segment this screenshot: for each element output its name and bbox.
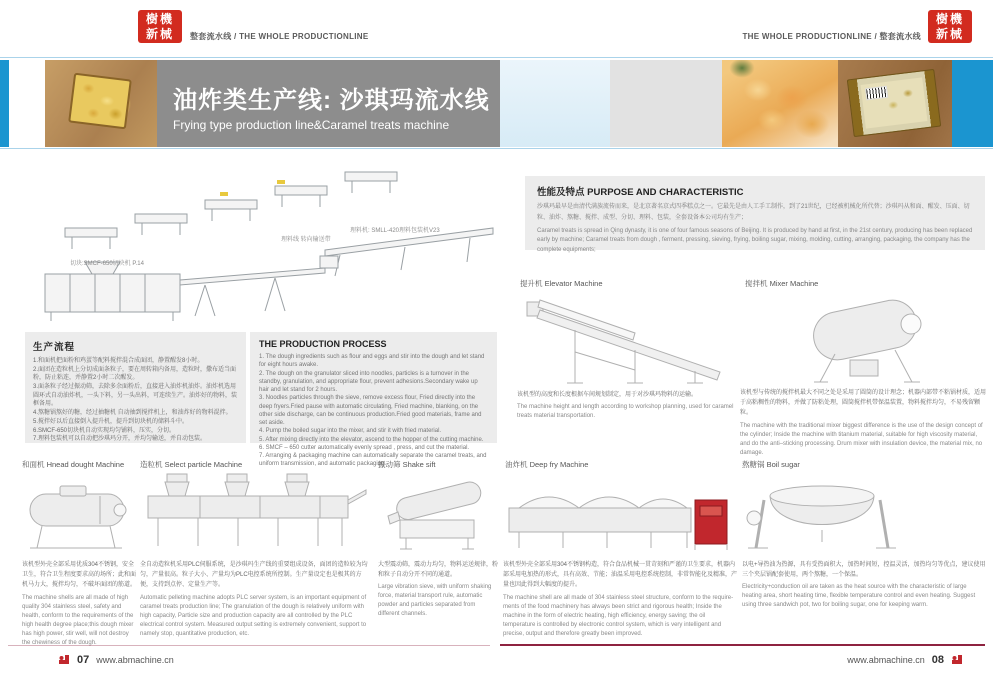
desc-en: The machine shell are all made of 304 stainless steel structure, conform to the require-ments of the food machinery has always been strict and rigorous health; Inside the machine in the form of electric heating, high efficiency, energy saving; the oil temperature is controlled by electronic control system, which is very intelligent and precise, output and therefore greatly been improved. [503, 594, 734, 637]
process-title-zh: 生产流程 [33, 342, 76, 353]
footer-rule-right [500, 644, 985, 646]
process-step: 6.SMCF-650切块机自动实现均匀铺料，压实，分切。 [33, 427, 176, 434]
process-step: 1.和面机把面粉和鸡蛋等配料搅拌混合成面团，静置醒发8小时。 [33, 358, 204, 364]
desc-zh: 全自动造粒机采用PLC伺服系统，是沙琪玛生产线的重要组成设备，面团的造粒较为均匀，产量很高。粒子大小、产量均为PLC电控系统所控制。生产量设定也是极其的方便，支持到点停、定量生产等。 [140, 562, 368, 589]
desc-en: The machine height and length according to workshop planning, used for caramel treats material transportation. [517, 404, 734, 420]
caramel-treat [68, 73, 132, 130]
footer-rule-left [8, 645, 490, 646]
diagram-label-arranging-machine: 理料机: SMLL-420理料包装机V23 [350, 228, 440, 234]
production-line-drawing [25, 150, 500, 330]
machine-desc-elevator [517, 390, 739, 421]
caramel-closeup-photo [722, 60, 838, 147]
process-steps-zh [33, 357, 238, 444]
caramel-treat-photo [45, 60, 157, 147]
machine-desc-mixer [740, 388, 986, 458]
banner-accent-bar [0, 60, 9, 147]
process-box-zh [25, 332, 246, 443]
purpose-body-zh: 沙琪玛最早是由清代满族流传而来，是北京著名京式四季糕点之一。它最先是由人工手工制作，到了21世纪，已经被机械化所代替；沙琪玛从和面、醒发、压面、切粒、油炸、熬糖、搅拌、成型、分切、理料、包装，全套设备本公司均有生产； [537, 204, 970, 221]
process-steps-en [259, 353, 488, 469]
process-step: 7.理料包装机可以自动把沙琪玛分开，并均匀输送，并自动包装。 [33, 436, 207, 443]
machine-label-mixer: 搅拌机 Mixer Machine [745, 279, 819, 288]
desc-zh: 该机型外壳全部采用304不锈钢构造，符合食品机械一贯苛刻和严谨的卫生要求，机器内部采用电加热的形式，具有高效、节能；油温采用电控系统控制，非常智能化及精准，产量也因此得到大幅度的提升。 [503, 562, 738, 589]
machine-label-fryer: 油炸机 Deep fry Machine [505, 460, 589, 469]
machine-label-boiler: 熬糖锅 Boil sugar [742, 460, 800, 469]
granulator-machine-image [140, 472, 368, 554]
process-step: 3.面条粒子经过振动筛，去除多余面粉后，直接进入油炸机油炸。油炸机选用圆环式自动油炸机，一头下料，另一头出料，可连续生产。油炸好的物料，装框备用。 [33, 384, 238, 408]
seal-text: 新械 [145, 26, 174, 41]
banner-pale-block [500, 60, 610, 147]
diagram-label-turn-conveyor: 理料线 转向输送带 [281, 237, 331, 243]
elevator-machine-image [515, 292, 740, 387]
footer-left [58, 654, 174, 666]
purpose-box [525, 176, 985, 253]
page-number: 07 [77, 654, 90, 666]
vibration-sieve-machine-image [378, 472, 496, 554]
purpose-title: 性能及特点 PURPOSE AND CHARACTERISTIC [537, 187, 744, 198]
header-section-label-right: THE WHOLE PRODUCTIONLINE / 整套流水线 [742, 32, 921, 41]
mixer-machine-image [790, 290, 940, 385]
production-line-diagram [25, 150, 500, 330]
header-section-label-left: 整套流水线 / THE WHOLE PRODUCTIONLINE [190, 32, 369, 41]
process-step: 5.搅拌好以后直接倒入提升机，提升到切块机的储料斗中。 [33, 418, 189, 425]
process-step: 3. Noodles particles through the sieve, remove excess flour, Fried directly into the deep fryers.Fried pause with automatic circulating, Fried machine, blanking, on the other side discharge, can be continuous production.Fried good materials, frame and set aside. [259, 395, 482, 427]
process-step: 2.面团在造粒机上分切成面条粒子，要在周转箱内备用，造粒时，撒布适当面粉，防止粘连，并静置2小时二次醒发。 [33, 366, 237, 382]
machine-label-dough-mixer: 和面机 Hnead dought Machine [22, 460, 125, 469]
process-step: 2. The dough on the granulator sliced into noodles, particles is a turnover in the standby, granulation, and appropriate flour, prevent adhesions.Secondary wake up hair and let stand for 2 hours. [259, 370, 478, 394]
machine-desc-boiler [742, 560, 986, 610]
divider [0, 148, 993, 149]
machine-label-sieve: 振动筛 Shake sift [378, 460, 436, 469]
footer-right [847, 654, 963, 666]
machine-desc-granulator [140, 560, 369, 639]
brand-seal-logo [138, 10, 182, 43]
desc-zh: 该机型与传统的搅拌机最大不同之处是采用了圆筒的设计理念；机器内部带不粘锅材质，适用于高粘稠性的物料，并做了防粘处理，圆筒搅拌机带保温装置，物料搅拌均匀，不易残留颗粒。 [740, 390, 987, 417]
desc-zh: 大型震动筛，震动力均匀，物料运送规律，粉和粒子自动分开不同的通道。 [378, 562, 499, 579]
packaged-product-photo [838, 60, 952, 147]
machine-desc-dough-mixer [22, 560, 136, 648]
banner-blue-block [952, 60, 993, 147]
page-title: 油炸类生产线: 沙琪玛流水线 [173, 87, 490, 114]
footer-machine-icon [58, 654, 70, 666]
page-subtitle: Frying type production line&Caramel treats machine [173, 118, 450, 132]
desc-zh: 该机型的高度和长度根据车间规划制定，用于对沙琪玛物料的运输。 [517, 392, 698, 398]
process-step: 4.熬糖锅熬好的糖，经过抽糖机 自动抽到搅拌机上，和油炸好的物料混拌。 [33, 410, 232, 417]
desc-zh: 以电+导热油为热源，具有受热面积大，加热时间短，控温灵活，加热均匀等优点，建议使用三个夹层锅配套使用，两个熬糖，一个保温。 [742, 562, 986, 579]
page-title-banner [157, 60, 500, 147]
package [847, 69, 941, 137]
desc-en: Electricity+conduction oil are taken as the heat source with the characteristic of large heating area, short heating time, flexible temperature control and even heating. Suggest using three sandwich pot, two for boiling sugar, one for keeping warm. [742, 584, 976, 609]
process-step: 1. The dough ingredients such as flour and eggs and stir into the dough and let stand for eight hours awake. [259, 354, 485, 369]
diagram-label-cutter: 切块:SMCF-650切块机 P.14 [70, 261, 144, 267]
process-step: 6. SMCF – 650 cutter automatically evenly spread , press, and cut the material. [259, 444, 470, 451]
process-step: 7. Arranging & packaging machine can automatically separate the caramel treats, and uniform transmission, and automatic packaging. [259, 453, 487, 468]
machine-label-granulator: 造粒机 Select particle Machine [140, 460, 243, 469]
sugar-boiler-machine-image [742, 470, 902, 555]
process-step: 4. Pump the boiled sugar into the mixer, and stir it with fried material. [259, 428, 442, 435]
desc-en: The machine with the traditional mixer biggest difference is the use of the design concept of the cylinder; Inside the machine with titanium material, suitable for high viscosity material, and do the anti–sticking processing. Drum mixer with insulation device, the material mix, no damage. [740, 422, 983, 456]
website-link[interactable]: www.abmachine.cn [847, 655, 925, 665]
desc-en: Automatic pelleting machine adopts PLC server system, is an important equipment of caramel treats production line; The granulation of the dough is relatively uniform with high capacity, Particle size and production capacity are all controlled by the PLC electrical control system. Measured output setting is extremely convenient, support to namely stop, quantitative production, etc. [140, 594, 367, 637]
desc-zh: 该机型外壳全部采用优质304不锈钢，安全卫生，符合卫生程度要求高的场所；此和面机马力大，搅拌均匀，不破坏面团的筋道。 [22, 562, 137, 589]
dough-mixer-machine-image [22, 474, 132, 554]
machine-label-elevator: 提升机 Elevator Machine [520, 279, 603, 288]
brand-seal-logo [928, 10, 972, 43]
machine-desc-sieve [378, 560, 498, 619]
machine-desc-fryer [503, 560, 737, 639]
banner-gray-block [610, 60, 722, 147]
website-link[interactable]: www.abmachine.cn [96, 655, 174, 665]
desc-en: The machine shells are all made of high quality 304 stainless steel, safety and health, conform to the requirements of the high health degree place;this dough mixer has high power, stir well, will not destroy the chewiness of the dough. [22, 594, 134, 646]
divider [0, 57, 993, 58]
page-number: 08 [931, 654, 944, 666]
footer-machine-icon [951, 654, 963, 666]
process-title-en: THE PRODUCTION PROCESS [259, 339, 387, 349]
seal-text: 樹機 [145, 11, 174, 26]
deep-fryer-machine-image [503, 474, 735, 554]
desc-en: Large vibration sieve, with uniform shaking force, material transport rule, automatic powder and particles separated from different channels. [378, 584, 492, 618]
process-step: 5. After mixing directly into the elevator, ascend to the hopper of the cutting machine. [259, 436, 484, 443]
purpose-body-en: Caramel treats is spread in Qing dynasty, it is one of four famous seasons of Beijing. It is produced by hand at first, in the 21st century, producing has been replaced early by machine; Caramel treats from dough , ferment, pressing, sieving, frying, boiling sugar, mixing, molding, cutting, arranging, packaging, the company has the complete equipments; [537, 228, 973, 253]
seal-text: 新械 [935, 26, 964, 41]
seal-text: 樹機 [935, 11, 964, 26]
package-window [861, 77, 928, 128]
